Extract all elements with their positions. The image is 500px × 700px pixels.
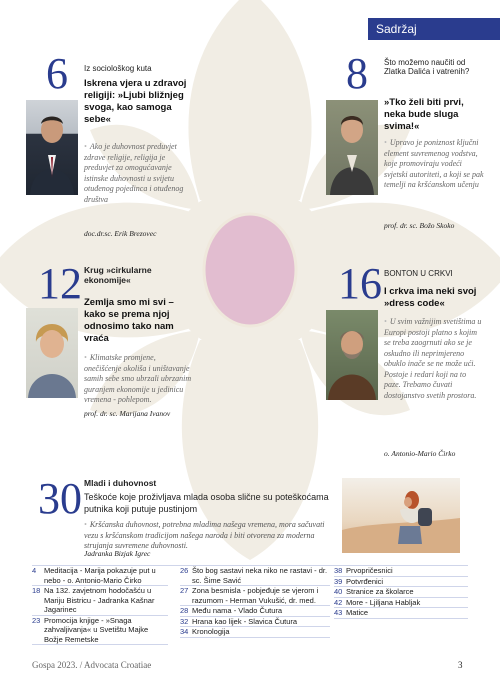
toc-item[interactable] bbox=[334, 598, 468, 609]
toc-title: Hrana kao lijek - Slavica Čutura bbox=[192, 616, 298, 626]
toc-page: 39 bbox=[334, 576, 343, 586]
toc-title: Promocija knjige - »Snaga zahvaljivanja« u Svetištu Majke Božje Remetske bbox=[44, 615, 149, 644]
article-page-number: 12 bbox=[38, 259, 82, 308]
toc-item[interactable] bbox=[334, 608, 468, 619]
toc-page: 27 bbox=[180, 586, 189, 595]
toc-title: Prvopričesnici bbox=[346, 566, 393, 575]
article-author: Jadranka Bizjak Igrec bbox=[84, 549, 151, 558]
toc-item[interactable] bbox=[32, 616, 168, 646]
author-photo bbox=[26, 308, 78, 398]
toc-item[interactable] bbox=[334, 566, 468, 577]
footer-publication: Gospa 2023. / Advocata Croatiae bbox=[32, 660, 152, 670]
toc-page: 28 bbox=[180, 606, 189, 615]
article-page-number: 6 bbox=[46, 49, 68, 98]
article-page-number: 8 bbox=[346, 49, 368, 98]
article-quote: • U svim važnijim svetištima u Europi postoji platno s kojim se treba zaogrnuti ako se je oskudno ili neprimjereno obuklo inače se ne može ući. Postoje i redari koji na to paze. Trebamo čuvati dostojanstvo svetih prostora. bbox=[384, 317, 482, 400]
article-author: doc.dr.sc. Erik Brezovec bbox=[84, 229, 157, 238]
article-quote: • Klimatske promjene, onečišćenje okoliša i uništavanje samih sebe smo ubrzali ubrzanim guranjem ekonomije u jedinicu vremena - pohlepom. bbox=[84, 353, 192, 404]
toc-item[interactable] bbox=[180, 606, 330, 617]
section-header bbox=[368, 18, 500, 40]
toc-title: Matice bbox=[346, 608, 369, 617]
article-headline[interactable]: »Tko želi biti prvi, neka bude sluga svima!« bbox=[384, 97, 464, 132]
toc-item[interactable] bbox=[32, 566, 168, 586]
toc-title: Među nama - Vlado Čutura bbox=[192, 606, 283, 615]
toc-item[interactable] bbox=[334, 587, 468, 598]
author-photo bbox=[326, 310, 378, 400]
article-kicker: Krug »cirkularne ekonomije« bbox=[84, 265, 152, 285]
toc-title: Meditacija - Marija pokazuje put u nebo - o. Antonio-Mario Čirko bbox=[44, 566, 156, 585]
article-quote: • Kršćanska duhovnost, potrebna mladima našega vremena, mora sačuvati vezu s kršćanskom tradicijom našega naroda i biti otvorena za moderna strujanja suvremene duhovnosti. bbox=[84, 520, 325, 550]
toc-column-1 bbox=[32, 566, 168, 645]
footer-page-number: 3 bbox=[458, 660, 463, 670]
author-photo-icon bbox=[26, 308, 78, 398]
article-kicker: BONTON U CRKVI bbox=[384, 269, 453, 278]
toc-page: 23 bbox=[32, 615, 41, 625]
author-photo-icon bbox=[326, 100, 378, 195]
toc-column-3 bbox=[334, 566, 468, 619]
author-photo-icon bbox=[326, 310, 378, 400]
article-headline[interactable]: Iskrena vjera u zdravoj religiji: »Ljubi bližnjeg svoga, kao samoga sebe« bbox=[84, 78, 187, 125]
toc-title: Na 132. zavjetnom hodočašću u Mariju Bistricu - Jadranka Kašnar Jagarinec bbox=[44, 586, 155, 614]
article-kicker: Iz sociološkog kuta bbox=[84, 64, 152, 73]
article-headline[interactable]: I crkva ima neki svoj »dress code« bbox=[384, 286, 477, 309]
article-kicker: Što možemo naučiti od Zlatka Dalića i vatrenih? bbox=[384, 58, 470, 76]
toc-title: Zona besmisla - pobjeđuje se vjerom i razumom - Herman Vukušić, dr. med. bbox=[192, 586, 319, 605]
toc-item[interactable] bbox=[180, 586, 330, 606]
toc-page: 38 bbox=[334, 566, 343, 575]
toc-title: Stranice za školarce bbox=[346, 587, 414, 596]
toc-title: Što bog sastavi neka niko ne rastavi - dr. sc. Šime Savić bbox=[192, 566, 328, 585]
article-headline[interactable]: Teškoće koje proživljava mlada osoba slične su poteškoćama putnika koji putuje pustinjom bbox=[84, 492, 329, 514]
toc-column-2 bbox=[180, 566, 330, 638]
toc-item[interactable] bbox=[32, 586, 168, 616]
article-headline[interactable]: Zemlja smo mi svi – kako se prema njoj odnosimo tako nam vraća bbox=[84, 297, 174, 344]
toc-title: Potvrđenici bbox=[346, 576, 384, 586]
toc-item[interactable] bbox=[180, 617, 330, 628]
article-quote: • Ako je duhovnost preduvjet zdrave religije, religija je preduvjet za omogućavanje istinske duhovnosti u svijetu otuđenog pojedinca i otuđenog društva bbox=[84, 142, 184, 204]
author-photo bbox=[26, 100, 78, 195]
article-page-number: 30 bbox=[38, 474, 82, 523]
toc-item[interactable] bbox=[180, 566, 330, 586]
toc-page: 26 bbox=[180, 566, 189, 575]
toc-title: Kronologija bbox=[192, 627, 230, 636]
toc-page: 4 bbox=[32, 566, 37, 575]
author-photo-icon bbox=[26, 100, 78, 195]
toc-page: 43 bbox=[334, 608, 343, 617]
article-author: o. Antonio-Mario Čirko bbox=[384, 449, 456, 458]
toc-page: 42 bbox=[334, 597, 343, 607]
toc-page: 40 bbox=[334, 587, 343, 596]
article-author: prof. dr. sc. Marijana Ivanov bbox=[84, 409, 171, 418]
author-photo bbox=[326, 100, 378, 195]
article-author: prof. dr. sc. Božo Skoko bbox=[384, 221, 455, 230]
toc-page: 34 bbox=[180, 627, 189, 636]
toc-item[interactable] bbox=[180, 627, 330, 638]
toc-page: 18 bbox=[32, 586, 41, 595]
article-photo bbox=[342, 478, 460, 553]
article-page-number: 16 bbox=[338, 259, 382, 308]
article-quote: • Upravo je poniznost ključni element suvremenog vodstva, koje promoviraju vodeći svjetski autoriteti, a koji se pak temelji na kršćanskom učenju bbox=[384, 138, 484, 189]
toc-item[interactable] bbox=[334, 577, 468, 588]
section-title: Sadržaj bbox=[376, 22, 417, 36]
toc-title: More - Ljiljana Habljak bbox=[346, 597, 421, 607]
toc-page: 32 bbox=[180, 616, 189, 626]
article-kicker: Mladi i duhovnost bbox=[84, 478, 157, 488]
desert-traveler-icon bbox=[342, 478, 460, 553]
